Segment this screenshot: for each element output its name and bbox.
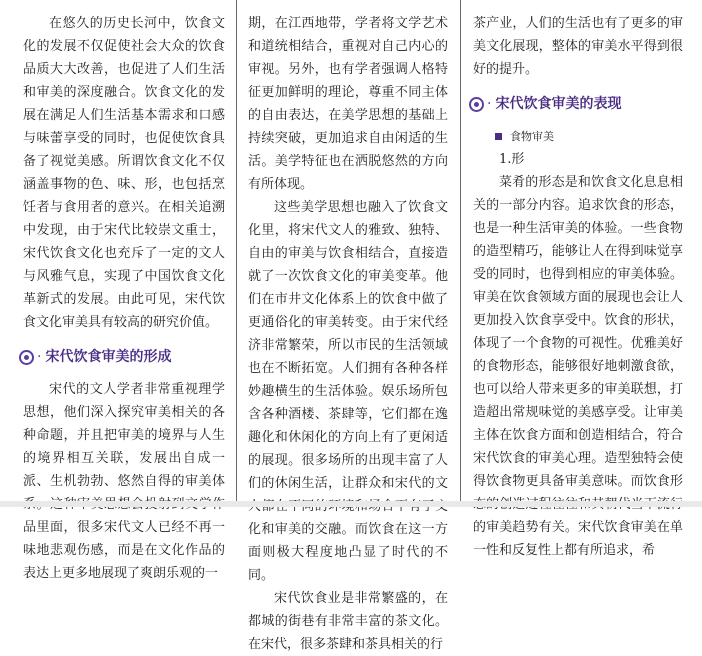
page-bottom-band xyxy=(0,501,702,507)
paragraph: 宋代饮食业是非常繁盛的，在都城的街巷有非常丰富的茶文化。在宋代，很多茶肆和茶具相关的行 xyxy=(248,591,448,652)
column-divider xyxy=(236,0,237,507)
subsection-heading-text: 食物审美 xyxy=(510,130,554,143)
section-heading-text: 宋代饮食审美的形成 xyxy=(45,349,172,365)
column-divider xyxy=(460,0,461,507)
section-heading-expression xyxy=(469,93,683,115)
paragraph: 宋代的文人学者非常重视理学思想，他们深入探究审美相关的各种命题，并且把审美的境界与人生的境界相互关联，发展出自成一派、生机勃勃、悠然自得的审美体 品里面，很多宋代文人已经不再一味地悲观伤感，而是在文化作品的表达上更多地展现了爽朗乐观的一 xyxy=(23,382,225,581)
circle-bullet-icon xyxy=(469,97,484,112)
paragraph: 在悠久的历史长河中，饮食文化的发展不仅促使社会大众的饮食品质大大改善，也促进了人们生活和审美的深度融合。饮食文化的发展在满足人们生活基本需求和口感与味蕾享受的同时，也促使饮食具备了视觉美感。所谓饮食文化不仅涵盖事物的色、味、形，也包括烹饪者与食用者的意兴。在相关追溯中发现，由于宋代比较崇文重士，宋代饮食文化也充斥了一定的文人与风雅气息，实现了中国饮食文化革新式的发展。由此可见，宋代饮食文化审美具有较高的研究价值。 xyxy=(23,16,225,330)
item-label: 1.形 xyxy=(499,152,525,167)
dot-separator-icon: · xyxy=(37,349,42,365)
section-heading-formation xyxy=(19,346,225,368)
paragraph: 期，在江西地带，学者将文学艺术和道统相结合，重视对自己内心的审视。另外，也有学者强调人格特征更加鲜明的理论，尊重不同主体的自由表达，在美学思想的基础上持续突破，更加追求自由闲适的生活。美学特征也在洒脱悠然的方向有所体现。 xyxy=(248,16,448,192)
circle-bullet-icon xyxy=(19,350,34,365)
section-heading-text: 宋代饮食审美的表现 xyxy=(495,96,622,112)
column-2 xyxy=(248,12,448,652)
paragraph: 茶产业，人们的生活也有了更多的审美文化展现，整体的审美水平得到很好的提升。 xyxy=(473,16,683,77)
column-3 xyxy=(473,12,683,558)
paragraph: 菜肴的形态是和饮食文化息息相关的一部分内容。追求饮食的形态，也是一种生活审美的体验。一些食物的造型精巧，能够让人在得到味觉享受的同时，也得到相应的审美体验。审美在饮食领域方面的展现也会让人更加投入饮食享受中。饮食的形状，体现了一个食物的可视性。优雅美好的食物形态，能够很好地刺激食欲，也可以给人带来更多的审美联想，打造超出常规味觉的美感享受。让审美主体在饮食方面和创造相结合，符合宋代饮食的审美心理。造型独特会使得饮食物更具备审美意味。而饮食形 的审美趋势有关。宋代饮食审美在单一性和反复性上都有所追求，希 xyxy=(473,175,683,558)
subsection-heading xyxy=(495,125,683,148)
dot-separator-icon: · xyxy=(487,96,492,112)
column-1 xyxy=(23,12,225,581)
square-bullet-icon xyxy=(495,133,502,140)
paragraph: 这些美学思想也融入了饮食文化里，将宋代文人的雅致、独特、自由的审美与饮食相结合，直接造就了一次饮食文化的审美变革。他们在市井文化体系上的饮食中做了更通俗化的审美转变。由于宋代经济非常繁荣，所以市民的生活领域也在不断拓宽。人们拥有各种各样妙趣横生的生活体验。娱乐场所包含各种酒楼、茶肆等，它们都在逸趣化和休闲化的方向上有了更闲适的展现。很多场所的出现丰富了人们的休闲生活，让群众和宋代的文 化和审美的交融。而饮食在这一方面则极大程度地凸显了时代的不同。 xyxy=(248,200,448,583)
